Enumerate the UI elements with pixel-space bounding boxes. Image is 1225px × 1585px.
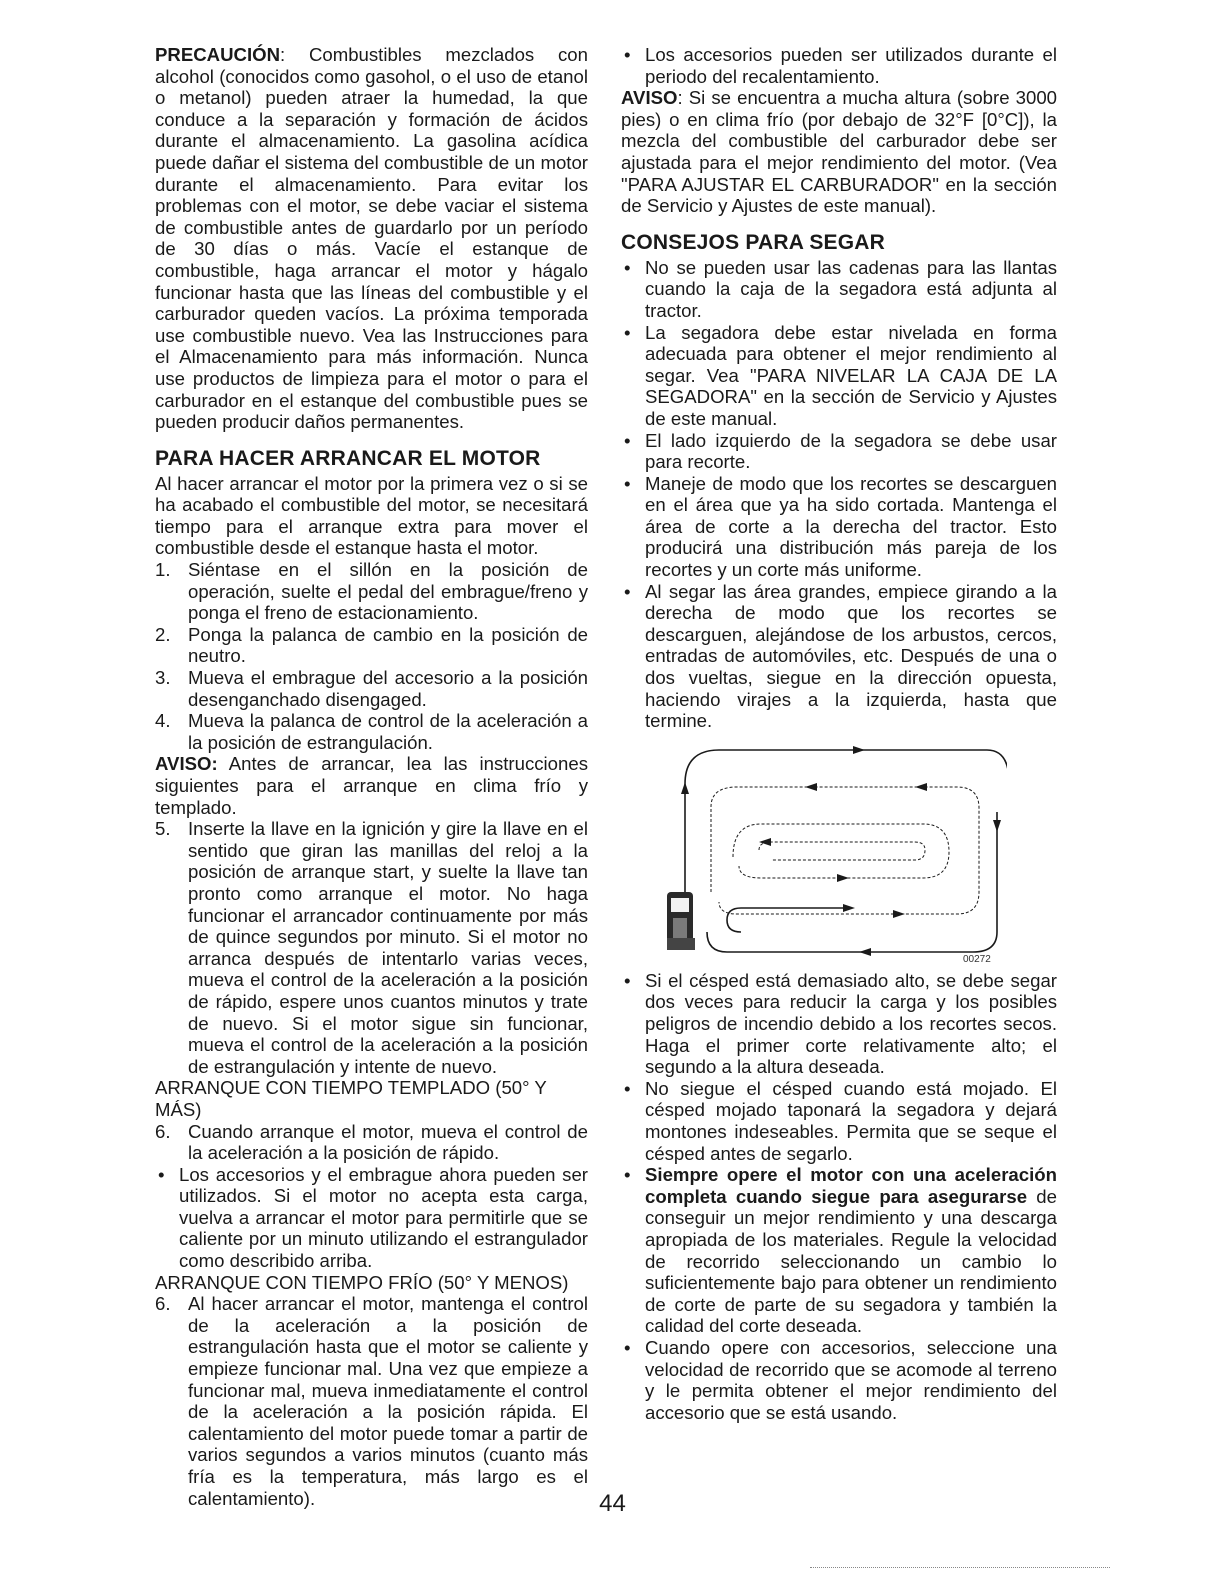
mowing-tip-3: • El lado izquierdo de la segadora se debe usar para recorte. [624,429,1057,473]
step-6-cold: 6. Al hacer arrancar el motor, mantenga el control de la aceleración a la posición de estrangulación hasta que el motor se caliente y empieze funcionar mal. Una vez que empieze a funcionar mal, mueva inmediatamente el control de la aceleración a la posición rápida. El calentamiento del motor puede tomar a partir de varios segundos a varios minutos (cuanto más fría es la temperatura, más largo es el calentamiento). [155,1293,588,1509]
right-column [621,44,1057,1423]
third-loop-path [733,824,949,878]
mowing-tip-2: • La segadora debe estar nivelada en forma adecuada para obtener el mejor rendimiento al segar. Vea "PARA NIVELAR LA CAJA DE LA SEGADORA" en la sección de Servicio y Ajustes de este manual. [624,321,1057,429]
accessories-warmup-bullet: • Los accesorios pueden ser utilizados durante el periodo del recalentamiento. [624,44,1057,87]
tractor-icon [667,892,695,950]
aviso-note: AVISO: Antes de arrancar, lea las instrucciones siguientes para el arranque en clima frío y templado. [155,753,588,818]
outer-mowing-path [685,750,1007,922]
step-5: 5. Inserte la llave en la ignición y gire la llave en el sentido que giran las manillas del reloj a la posición de arranque start, y suelte la llave tan pronto como arranque el motor. No haga funcionar el arrancador continuamente por más de quince segundos por minuto. Si el motor no arranca después de intentarlo varias veces, mueva el control de la aceleración a la posición de rápido, espere unos cuantos minutos y trate de nuevo. Si el motor sigue sin funcionar, mueva el control de la aceleración a la posición de estrangulación y intente de nuevo. [155,818,588,1077]
precaution-label: PRECAUCIÓN [155,44,280,65]
step-1: 1. Siéntase en el sillón en la posición de operación, suelte el pedal del embrague/freno y ponga el freno de estacionamiento. [155,559,588,624]
step-4: 4. Mueva la palanca de control de la aceleración a la posición de estrangulación. [155,710,588,753]
left-column [155,44,588,1509]
page-number: 44 [599,1490,626,1517]
arrow-left-second [805,783,817,791]
bottom-loop-path [727,908,847,932]
aviso-label: AVISO: [155,753,218,775]
warm-weather-heading: ARRANQUE CON TIEMPO TEMPLADO (50° Y MÁS) [155,1077,547,1120]
tall-grass-bullet: • Si el césped está demasiado alto, se debe segar dos veces para reducir la carga y los posibles peligros de incendio debido a los recortes secos. Haga el primer corte relativamente alto; el segundo a la altura deseada. [624,969,1057,1078]
right-return-path [707,812,997,952]
altitude-aviso: AVISO: Si se encuentra a mucha altura (sobre 3000 pies) o en clima frío (por debajo de 32°F [0°C]), la mezcla del combustible del carburador debe ser ajustada para el mejor rendimiento del motor. (Vea "PARA AJUSTAR EL CARBURADOR" en la sección de Servicio y Ajustes de este manual). [621,87,1057,217]
mowing-pattern-diagram [667,742,1007,962]
mowing-tip-1: • No se pueden usar las cadenas para las llantas cuando la caja de la segadora está adjunta al tractor. [624,256,1057,321]
step-6-warm: 6. Cuando arranque el motor, mueva el control de la aceleración a la posición de rápido. [155,1120,588,1164]
arrow-left-second-2 [915,783,927,791]
arrow-right-bottom-loop [843,904,855,912]
step-2: 2. Ponga la palanca de cambio en la posición de neutro. [155,623,588,667]
mowing-tip-5: • Al segar las área grandes, empiece girando a la derecha de modo que los recortes se descarguen, alejándose de los arbustos, cercos, entradas de automóviles, etc. Después de una o dos vueltas, siegue en la dirección opuesta, haciendo virajes a la izquierda, hasta que termine. [624,580,1057,732]
precaution-paragraph: PRECAUCIÓN: Combustibles mezclados con alcohol (conocidos como gasohol, o el uso de etanol o metanol) pueden atraer la humedad, la que conduce a la separación y formación de ácidos durante el almacenamiento. La gasolina acídica puede dañar el sistema del combustible de un motor durante el almacenamiento. Para evitar los problemas con el motor, se debe vaciar el sistema de combustible antes de guardarlo por un período de 30 días o más. Vacíe el estanque de combustible, haga arrancar el motor y hágalo funcionar hasta que las líneas del combustible y el carburador queden vacíos. La próxima temporada use combustible nuevo. Vea las Instrucciones para el Almacenamiento para más información. Nunca use productos de limpieza para el motor o para el carburador en el estanque del combustible pues se pueden producir daños permanentes. [155,44,588,433]
mowing-tip-4: • Maneje de modo que los recortes se descarguen en el área que ya ha sido cortada. Mantenga el área de corte a la derecha del tractor. Esto producirá una distribución más pareja de los recortes y un corte más uniforme. [624,472,1057,581]
bottom-rule [810,1567,1110,1568]
second-loop-path [711,787,979,914]
start-intro: Al hacer arrancar el motor por la primera vez o si se ha acabado el combustible del motor, se necesitará tiempo para el arranque extra para mover el combustible desde el estanque hasta el motor. [155,472,588,559]
mowing-tips-heading: CONSEJOS PARA SEGAR [621,230,886,254]
start-engine-heading: PARA HACER ARRANCAR EL MOTOR [155,446,541,470]
full-throttle-bullet: • Siempre opere el motor con una aceleración completa cuando siegue para asegurarse de conseguir un mejor rendimiento y una descarga apropiada de los materiales. Regule la velocidad de recorrido seleccionando un cambio lo suficientemente bajo para obtener un rendimiento de corte de parte de su segadora y también la calidad del corte deseada. [624,1164,1057,1337]
arrow-right-lower [893,910,905,918]
arrow-right-top [853,746,865,754]
accessories-speed-bullet: • Cuando opere con accesorios, seleccione una velocidad de recorrido que se acomode al terreno y le permita obtener el mejor rendimiento del accesorio que se está usando. [624,1336,1057,1423]
aviso-label: AVISO [621,87,678,109]
warm-bullet: • Los accesorios y el embrague ahora pueden ser utilizados. Si el motor no acepta esta carga, vuelva a arrancar el motor para permitirle que se caliente por un minuto utilizando el estrangulador como describido arriba. [158,1163,588,1272]
figure-code: 00272 [963,953,991,962]
arrow-left-bottom [859,948,871,956]
arrow-down-right [993,820,1001,832]
arrow-up-left [681,782,689,794]
step-3: 3. Mueva el embrague del accesorio a la posición desenganchado disengaged. [155,667,588,710]
cold-weather-heading: ARRANQUE CON TIEMPO FRÍO (50° Y MENOS) [155,1271,569,1293]
wet-grass-bullet: • No siegue el césped cuando está mojado. El césped mojado taponará la segadora y dejará montones indeseables. Permita que se seque el césped antes de segarlo. [624,1077,1057,1164]
inner-loop-path [759,842,925,860]
arrow-right-third [837,874,849,882]
